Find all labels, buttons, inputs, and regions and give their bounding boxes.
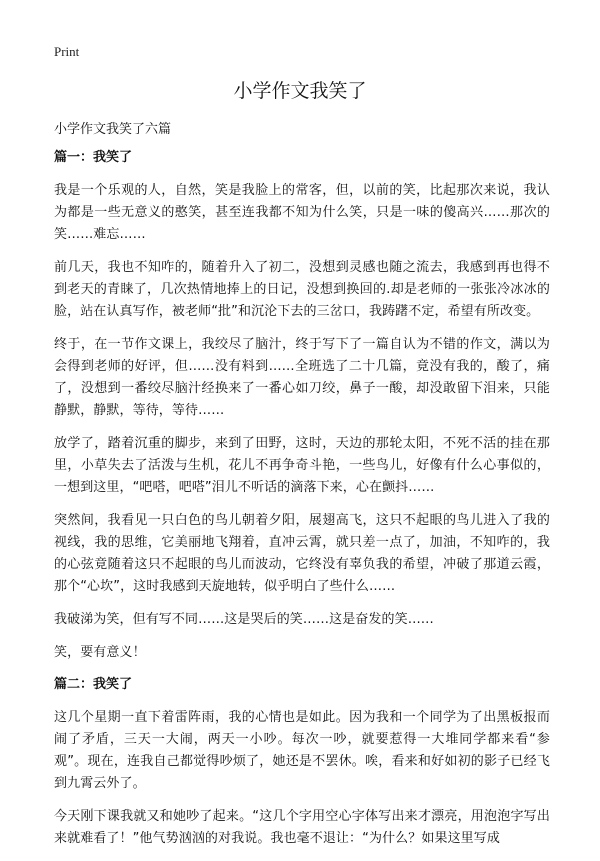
paragraph: 我破涕为笑，但有写不同……这是哭后的笑……这是奋发的笑……	[54, 612, 434, 627]
paragraph: 终于，在一节作文课上，我绞尽了脑汁，终于写下了一篇自认为不错的作文，满以为会得到老师的好评，但……没有料到……全班选了二十几篇，竟没有我的，酸了，痛了，没想到一番绞尽脑汁经换来了一番心如刀绞，鼻子一酸，却没敢留下泪来，只能静默，静默，等待，等待……	[54, 337, 550, 418]
section-2	[54, 675, 550, 850]
paragraph: 放学了，踏着沉重的脚步，来到了田野，这时，天边的那轮太阳，不死不活的挂在那里，小草失去了活泼与生机，花儿不再争奇斗艳，一些鸟儿，好像有什么心事似的，一想到这里，“吧嗒，吧嗒”泪儿不听话的滴落下来，心在颤抖……	[54, 436, 550, 495]
paragraph: 突然间，我看见一只白色的鸟儿朝着夕阳，展翅高飞，这只不起眼的鸟儿进入了我的视线，我的思维，它美丽地飞翔着，直冲云霄，就只差一点了，加油，不知咋的，我的心弦竟随着这只不起眼的鸟儿而波动，它终没有辜负我的希望，冲破了那道云霞，那个“心坎”，这时我感到天旋地转，似乎明白了些什么……	[54, 513, 550, 594]
page-title: 小学作文我笑了	[233, 80, 367, 102]
paragraph: 这几个星期一直下着雷阵雨，我的心情也是如此。因为我和一个同学为了出黑板报而闹了矛盾，三天一大闹，两天一小吵。每次一吵，就要惹得一大堆同学都来看“参观”。现在，连我自己都觉得吵烦了，她还是不罢休。唉，看来和好如初的影子已经飞到九霄云外了。	[54, 710, 550, 791]
print-link[interactable]: Print	[54, 44, 80, 59]
paragraph: 今天刚下课我就又和她吵了起来。“这几个字用空心字体写出来才漂亮，用泡泡字写出来就难看了！”他气势汹汹的对我说。我也毫不退让：“为什么？如果这里写成	[54, 809, 550, 846]
paragraph: 我是一个乐观的人，自然，笑是我脸上的常客，但，以前的笑，比起那次来说，我认为都是一些无意义的憨笑，甚至连我都不知为什么笑，只是一味的傻高兴……那次的笑……难忘……	[54, 183, 550, 242]
section-heading: 篇一：我笑了	[54, 150, 133, 165]
paragraph: 笑，要有意义！	[54, 645, 146, 660]
article-body	[54, 148, 550, 861]
document-subtitle: 小学作文我笑了六篇	[54, 122, 172, 137]
section-heading: 篇二：我笑了	[54, 677, 133, 692]
section-1	[54, 148, 550, 664]
paragraph: 前几天，我也不知咋的，随着升入了初二，没想到灵感也随之流去，我感到再也得不到老天的青睐了，几次热情地捧上的日记，没想到换回的.却是老师的一张张冷冰冰的脸，站在认真写作，被老师“批”和沉沦下去的三岔口，我踌躇不定，希望有所改变。	[54, 260, 550, 319]
